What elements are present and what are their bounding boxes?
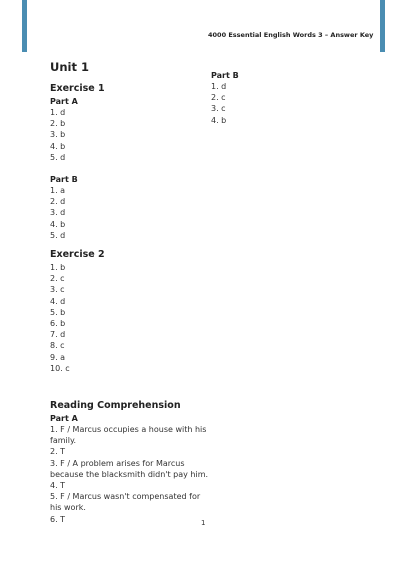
answer-item: 3. c [211,104,226,114]
answer-item: 2. T [50,447,66,457]
answer-item: 3. F / A problem arises for Marcus because the blacksmith didn't pay him. [50,458,209,479]
unit-title: Unit 1 [50,60,89,74]
answer-item: 5. d [50,152,66,162]
answer-item: 5. d [50,230,66,240]
exercise2-title: Exercise 2 [50,249,105,261]
answer-item: 2. d [50,197,66,207]
left-column [50,60,210,525]
answer-item: 4. b [50,219,66,229]
answer-item: 9. a [50,352,66,362]
exercise1-partA-title: Part A [50,97,78,106]
answer-item: 2. c [50,274,65,284]
answer-item: 4. d [50,296,66,306]
answer-item: 1. F / Marcus occupies a house with his family. [50,425,207,446]
header-title: 4000 Essential English Words 3 – Answer Key [208,31,374,39]
answer-item: 2. b [50,119,66,129]
answer-item: 7. d [50,330,66,340]
answer-item: 8. c [50,341,65,351]
answer-item: 4. b [211,115,227,125]
exercise1-title: Exercise 1 [50,83,105,94]
right-column [211,70,351,126]
reading-title: Reading Comprehension [50,400,181,412]
answer-item: 1. a [50,186,66,196]
answer-item: 3. c [50,285,65,295]
answer-item: 1. b [50,263,66,273]
exercise1-partB-title: Part B [50,175,78,185]
page-number: 1 [201,519,206,527]
answer-item: 5. b [50,307,66,317]
right-accent-bar [380,0,385,52]
answer-item: 1. d [50,108,66,117]
answer-item: 3. d [50,208,66,218]
answer-item: 1. d [211,82,227,91]
reading-partA-title: Part A [50,414,78,424]
answer-item: 2. c [211,93,226,103]
answer-item: 3. b [50,130,66,140]
answer-item: 5. F / Marcus wasn't compensated for his work. [50,492,201,513]
answer-item: 6. b [50,319,66,329]
left-accent-bar [22,0,27,52]
answer-item: 4. b [50,141,66,151]
reading-partB-title: Part B [211,71,239,80]
answer-item: 10. c [50,363,70,373]
answer-item: 6. T [50,514,66,524]
answer-item: 4. T [50,481,66,491]
